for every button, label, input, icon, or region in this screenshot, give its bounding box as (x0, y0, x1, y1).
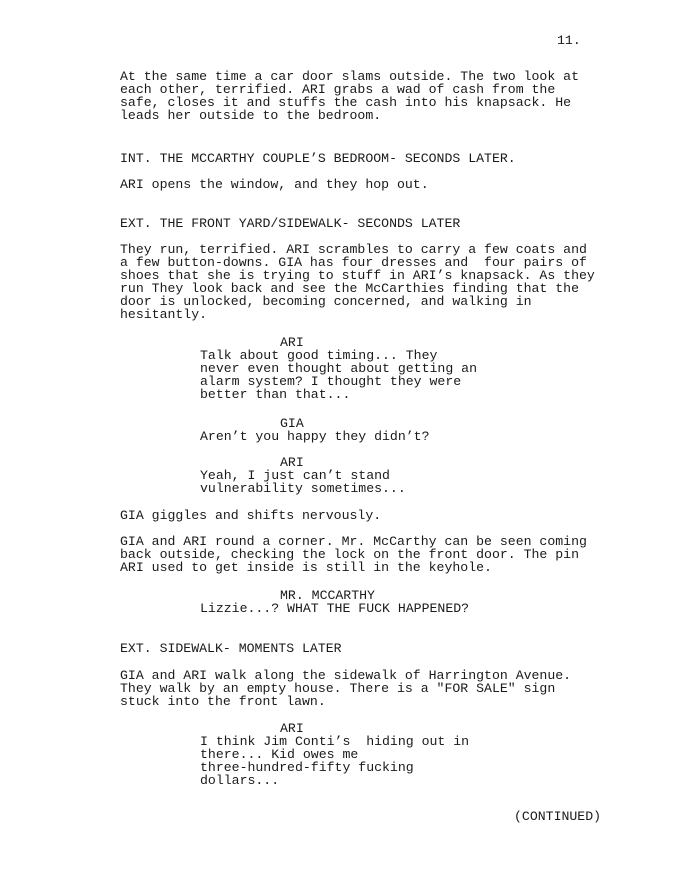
action-window: ARI opens the window, and they hop out. (120, 177, 429, 192)
action-harrington-avenue: GIA and ARI walk along the sidewalk of Harrington Avenue. They walk by an empty house. There is a "FOR SALE" sign stuck into the front lawn. (120, 668, 572, 709)
character-cue-gia: GIA (280, 416, 304, 431)
action-gia-giggles: GIA giggles and shifts nervously. (120, 508, 382, 523)
character-cue-ari-3: ARI (280, 721, 304, 736)
dialogue-ari-3: I think Jim Conti’s hiding out in there... Kid owes me three-hundred-fifty fucking dollars... (200, 734, 470, 788)
continued-marker: (CONTINUED) (514, 809, 602, 824)
action-round-corner: GIA and ARI round a corner. Mr. McCarthy can be seen coming back outside, checking the lock on the front door. The pin ARI used to get inside is still in the keyhole. (120, 534, 587, 575)
dialogue-mccarthy: Lizzie...? WHAT THE FUCK HAPPENED? (200, 601, 470, 616)
scene-heading-bedroom: INT. THE MCCARTHY COUPLE’S BEDROOM- SECONDS LATER. (120, 151, 516, 166)
dialogue-ari-1: Talk about good timing... They never even thought about getting an alarm system? I thought they were better than that... (200, 348, 477, 402)
character-cue-ari-1: ARI (280, 335, 304, 350)
action-cash-grab: At the same time a car door slams outside. The two look at each other, terrified. ARI grabs a wad of cash from the safe, closes it and stuffs the cash into his knapsack. He leads her outside to the bedroom. (120, 69, 579, 123)
dialogue-ari-2: Yeah, I just can’t stand vulnerability sometimes... (200, 468, 406, 496)
page-number: 11. (557, 33, 581, 48)
character-cue-mccarthy: MR. MCCARTHY (280, 588, 375, 603)
dialogue-gia: Aren’t you happy they didn’t? (200, 429, 430, 444)
scene-heading-front-yard: EXT. THE FRONT YARD/SIDEWALK- SECONDS LATER (120, 216, 461, 231)
character-cue-ari-2: ARI (280, 455, 304, 470)
scene-heading-sidewalk: EXT. SIDEWALK- MOMENTS LATER (120, 641, 342, 656)
action-they-run: They run, terrified. ARI scrambles to carry a few coats and a few button-downs. GIA has four dresses and four pairs of shoes that she is trying to stuff in ARI’s knapsack. As they run They look back and see the McCarthies finding that the door is unlocked, becoming concerned, and walking in hesitantly. (120, 242, 595, 322)
